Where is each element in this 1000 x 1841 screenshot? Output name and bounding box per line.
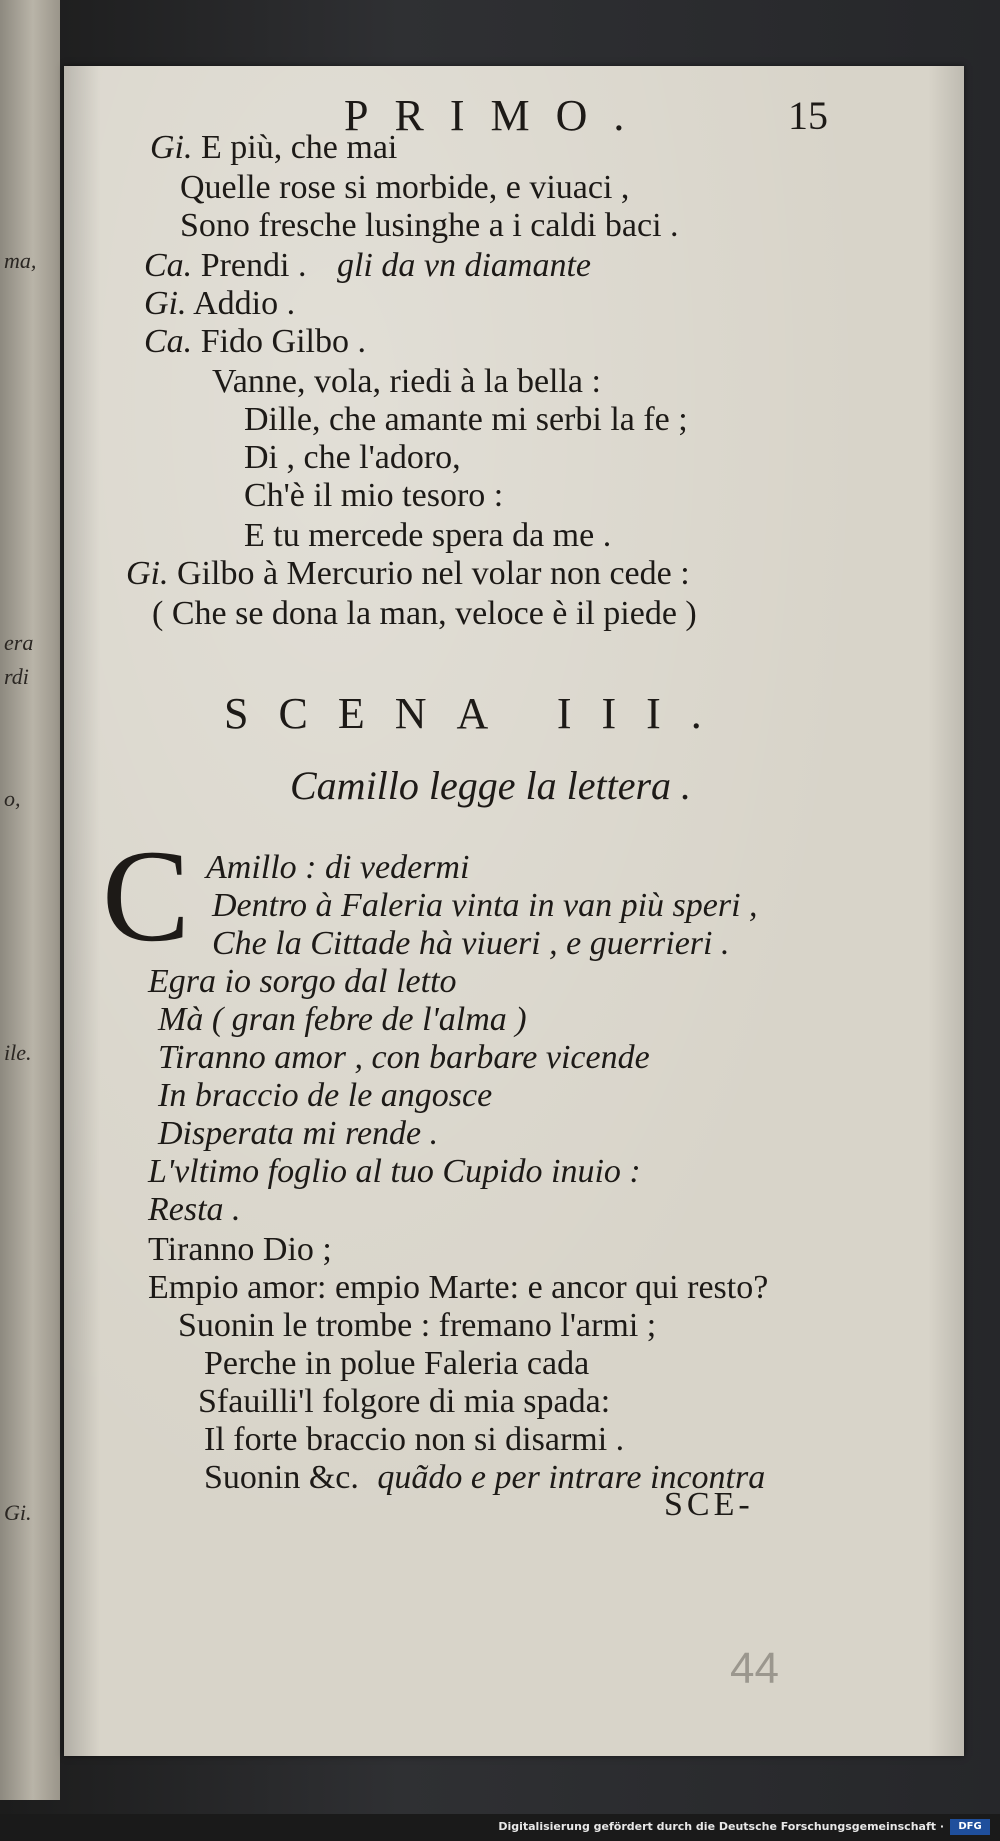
verse-text: Addio . [193,285,296,322]
scene-heading: SCENA III. [224,689,732,738]
stage-direction: quãdo e per intrare incontra [377,1459,766,1496]
letter-line: In braccio de le angosce [158,1077,493,1114]
verse-text: Ch'è il mio tesoro : [244,477,504,514]
stage-direction: gli da vn diamante [336,247,591,284]
letter-line: Egra io sorgo dal letto [148,963,457,1000]
verse-text: Quelle rose si morbide, e viuaci , [180,169,630,206]
margin-fragment: rdi [4,664,29,689]
drop-cap: C [102,822,191,969]
margin-fragment: ile. [4,1040,32,1065]
speaker-name: Gi. [126,555,169,592]
verse-line: Tiranno Dio ; [148,1231,332,1268]
speaker-name: Gi. [144,285,187,322]
verse-line [244,400,688,440]
verse-line: Suonin le trombe : fremano l'armi ; [178,1307,657,1344]
verse-line [212,362,601,402]
verse-text: Vanne, vola, riedi à la bella : [212,363,601,400]
facing-page-edge [0,0,60,1800]
letter-line: Amillo : di vedermi [206,849,470,886]
page-number: 15 [788,93,828,138]
verse-text: Di , che l'adoro, [244,439,461,476]
verse-text: Suonin &c. [204,1459,359,1496]
pencil-annotation: 44 [730,1644,779,1693]
verse-text: Gilbo à Mercurio nel volar non cede : [177,555,690,592]
letter-line: Disperata mi rende . [158,1115,439,1152]
verse-line: Empio amor: empio Marte: e ancor qui resto? [148,1269,769,1306]
margin-fragment: era [4,630,34,655]
margin-fragment: o, [4,786,21,811]
verse-text: E tu mercede spera da me . [244,517,612,554]
verse-text: Dille, che amante mi serbi la fe ; [244,401,688,438]
verse-line [126,554,690,594]
catchword: SCE- [664,1486,754,1523]
margin-fragment: ma, [4,248,37,273]
letter-line: L'vltimo foglio al tuo Cupido inuio : [148,1153,641,1190]
running-title: PRIMO. [344,91,651,140]
verse-text: Fido Gilbo . [200,323,366,360]
verse-line [152,594,697,634]
verse-line [144,284,295,324]
verse-line [144,246,591,286]
verse-line [244,438,461,478]
letter-line: Che la Cittade hà viueri , e guerrieri . [212,925,730,962]
scene-subtitle: Camillo legge la lettera . [290,763,692,808]
verse-line: Perche in polue Faleria cada [204,1345,590,1382]
verse-line [180,168,629,208]
dfg-logo: DFG [950,1819,990,1835]
letter-line: Resta . [148,1191,241,1228]
verse-line [144,322,366,362]
footer-bar [0,1814,1000,1841]
book-page [64,66,964,1756]
verse-line [244,516,611,556]
verse-text: ( Che se dona la man, veloce è il piede ) [152,595,697,632]
funding-credit: Digitalisierung gefördert durch die Deutsche Forschungsgemeinschaft · [498,1820,944,1833]
verse-line [244,476,503,516]
speaker-name: Ca. [144,247,193,284]
verse-line [150,128,397,168]
letter-line: Tiranno amor , con barbare vicende [158,1039,650,1076]
speaker-name: Ca. [144,323,193,360]
verse-line: Il forte braccio non si disarmi . [204,1421,625,1458]
verse-line: Sfauilli'l folgore di mia spada: [198,1383,611,1420]
speaker-name: Gi. [150,129,193,166]
letter-line: Dentro à Faleria vinta in van più speri , [212,887,758,924]
margin-fragment: Gi. [4,1500,32,1525]
letter-line: Mà ( gran febre de l'alma ) [158,1001,527,1038]
verse-text: Prendi . [200,247,307,284]
verse-text: Sono fresche lusinghe a i caldi baci . [180,207,679,244]
verse-text: E più, che mai [201,129,398,166]
verse-line [180,206,679,246]
